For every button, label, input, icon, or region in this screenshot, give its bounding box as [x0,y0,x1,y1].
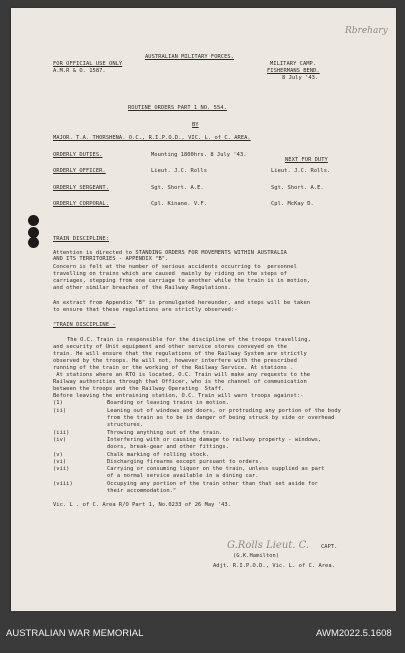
list-item-text: Chalk marking of rolling stock. [107,452,210,458]
list-item-text: Interfering with or causing damage to railway property - windows, [107,437,322,443]
quote-heading: "TRAIN DISCIPLINE - [53,322,116,328]
reference-code: A.M.R & O. 1587. [53,68,106,74]
list-item-number: (iii) [53,430,70,436]
signatory-title: Adjt. R.I.P.O.D., Vic. L. of C. Area. [213,563,335,569]
text-line: train. He will ensure that the regulations of the Railway System are strictly [53,351,307,357]
text-line: AND ITS TERRITORIES - APPENDIX "B". [53,256,169,262]
list-item-number: (v) [53,452,63,458]
duty-next: Lieut. J.C. Rolls. [271,168,331,174]
text-line: Railway authorities through that Officer, who is the channel of communication [53,379,307,385]
text-line: running of the train or the working of the Railway Service. At stations . [53,365,294,371]
list-item-text: their accommodation." [107,488,177,494]
list-item-text: structures. [107,422,144,428]
document-page [11,8,396,611]
text-line: The O.C. Train is responsible for the discipline of the troops travelling, [67,337,311,343]
duty-next: Sgt. Short. A.E. [271,185,324,191]
duty-role: ORDERLY OFFICER. [53,168,106,174]
next-for-duty-heading: NEXT FOR DUTY [285,157,328,163]
by-label: BY [192,122,199,128]
duty-current: Lieut. J.C. Rolls [151,168,208,174]
duty-role: ORDERLY CORPORAL. [53,201,110,207]
duty-role: ORDERLY SERGEANT. [53,185,110,191]
list-item-number: (iv) [53,437,67,443]
list-item-text: doors, break-gear and other fittings. [107,444,229,450]
source-reference: Vic. L . of C. Area R/O Part 1, No.0233 of 26 May '43. [53,502,231,508]
punch-hole [28,215,39,226]
camp-name: MILITARY CAMP. [270,61,317,67]
signatory-name: (G.K.Hamilton) [233,553,280,559]
text-line: and other similar breaches of the Railway Regulations. [53,285,231,291]
text-line: An extract from Appendix "B" is promulgated hereunder, and steps will be taken [53,300,311,306]
list-item-number: (vi) [53,459,67,465]
signature-rank: CAPT. [321,544,338,550]
document-date: 8 July '43. [282,75,319,81]
text-line: observed by the troops. He will not, however interfere with the prescribed [53,358,297,364]
punch-hole [28,237,39,248]
footer-accession-number: AWM2022.5.1608 [316,628,392,639]
list-item-number: (vii) [53,466,70,472]
list-item-text: Throwing anything out of the train. [107,430,223,436]
list-item-text: Occupying any portion of the train other than that set aside for [107,481,318,487]
text-line: travelling on trains which are caused mainly by riding on the steps of [53,271,287,277]
list-item-number: (ii) [53,408,67,414]
duty-next: Cpl. McKay D. [271,201,314,207]
list-item-number: (1) [53,400,63,406]
camp-location: FISHERMANS BEND. [267,68,320,74]
list-item-number: (viii) [53,481,73,487]
duty-current: Sgt. Short. A.E. [151,185,204,191]
text-line: carriages, stepping from one carriage to another while the train is in motion, [53,278,311,284]
footer-bar [0,611,405,653]
list-item-text: Boarding or leaving trains in motion. [107,400,229,406]
text-line: Before leaving the entraining station, O.C. Train will warn troops against:- [53,393,304,399]
list-item-text: Leaning out of windows and doors, or protruding any portion of the body [107,408,341,414]
corner-handwritten-note: Rbrehary [345,26,388,36]
list-item-text: Discharging firearms except pursuant to orders. [107,459,262,465]
list-item-text: Carrying or consuming liquor on the train, unless supplied as part [107,466,325,472]
handwritten-signature: G.Rolls Lieut. C. [227,540,310,551]
list-item-text: from the train as to be in danger of being struck by side or overhead [107,415,335,421]
duty-role: ORDERLY DUTIES. [53,152,103,158]
list-item-text: of a normal service available in a dining car. [107,473,259,479]
text-line: to ensure that these regulations are strictly observed:- [53,307,238,313]
orders-title: ROUTINE ORDERS PART 1 NO. 554. [128,105,227,111]
text-line: and security of Unit equipment and other service stores conveyed on the [53,344,287,350]
text-line: At stations where an RTO is located, O.C. Train will make any requests to the [53,372,311,378]
text-line: between the troops and the Railway Operating Staff. [53,386,225,392]
text-line: Concern is felt at the number of serious accidents occurring to personnel [53,264,297,270]
text-line: Attention is directed to STANDING ORDERS FOR MOVEMENTS WITHIN AUSTRALIA [53,250,287,256]
commander-line: MAJOR. T.A. THORSHENA. O.C., R.I.P.O.D., VIC. L. of C. AREA. [53,135,251,141]
footer-institution: AUSTRALIAN WAR MEMORIAL [6,628,144,639]
official-use-label: FOR OFFICIAL USE ONLY [53,61,123,67]
document-title: AUSTRALIAN MILITARY FORCES. [145,54,234,60]
duty-current: Cpl. Kinane. V.F. [151,201,208,207]
duty-current: Mounting 1800hrs. 8 July '43. [151,152,247,158]
section-heading: TRAIN DISCIPLINE: [53,236,110,242]
